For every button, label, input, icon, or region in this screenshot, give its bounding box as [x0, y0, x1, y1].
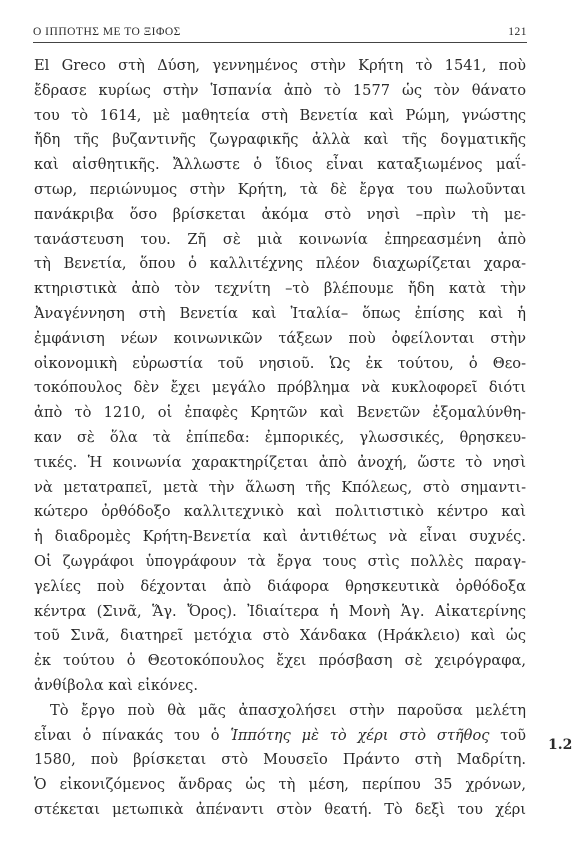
text-line: στέκεται μετωπικὰ ἀπέναντι στὸν θεατή. Τὸ δεξὶ του χέρι: [34, 800, 526, 818]
body-text: [34, 54, 526, 823]
header-rule: [33, 42, 527, 43]
text-line: Ἀναγέννηση στὴ Βενετία καὶ Ἰταλία– ὅπως ἐπίσης καὶ ἡ: [34, 304, 526, 322]
text-line: οἰκονομικὴ εὐρωστία τοῦ νησιοῦ. Ὡς ἐκ τούτου, ὁ Θεο-: [34, 354, 526, 372]
text-line: πανάκριβα ὅσο βρίσκεται ἀκόμα στὸ νησὶ –πρὶν τὴ με-: [34, 205, 526, 223]
text-line: ἐκ τούτου ὁ Θεοτοκόπουλος ἔχει πρόσβαση σὲ χειρόγραφα,: [34, 652, 526, 670]
text-line: τοκόπουλος δὲν ἔχει μεγάλο πρόβλημα νὰ κυκλοφορεῖ διότι: [34, 379, 526, 397]
text-line: ἡ διαδρομὲς Κρήτη-Βενετία καὶ ἀντιθέτως νὰ εἶναι συχνές.: [34, 528, 526, 546]
text-line: καν σὲ ὅλα τὰ ἐπίπεδα: ἐμπορικές, γλωσσικές, θρησκευ-: [34, 428, 526, 446]
text-line: καὶ αἰσθητικῆς. Ἄλλωστε ὁ ἴδιος εἶναι καταξιωμένος μαΐ-: [34, 156, 526, 174]
text-line: ἐμφάνιση νέων κοινωνικῶν τάξεων ποὺ ὀφείλονται στὴν: [34, 329, 526, 347]
text-line: 1580, ποὺ βρίσκεται στὸ Μουσεῖο Πράντο στὴ Μαδρίτη.: [34, 751, 526, 769]
text-line: τανάστευση του. Ζῆ σὲ μιὰ κοινωνία ἐπηρεασμένη ἀπὸ: [34, 230, 526, 248]
text-segment: εἶναι ὁ πίνακάς του ὁ: [34, 726, 231, 744]
text-line: Οἱ ζωγράφοι ὑπογράφουν τὰ ἔργα τους στὶς πολλὲς παραγ-: [34, 552, 526, 570]
text-line: ἔδρασε κυρίως στὴν Ἱσπανία ἀπὸ τὸ 1577 ὡς τὸν θάνατο: [34, 81, 526, 99]
page-number: 121: [508, 26, 527, 38]
text-line: γελίες ποὺ δέχονται ἀπὸ διάφορα θρησκευτικὰ ὀρθόδοξα: [34, 577, 526, 595]
text-segment: τοῦ: [489, 726, 526, 744]
paragraph-2: [34, 699, 526, 823]
text-line: Τὸ ἔργο ποὺ θὰ μᾶς ἀπασχολήσει στὴν παροῦσα μελέτη: [50, 701, 526, 719]
text-line: ἀπὸ τὸ 1210, οἱ ἐπαφὲς Κρητῶν καὶ Βενετῶν ἐξομαλύνθη-: [34, 404, 526, 422]
margin-note: 1.2: [548, 737, 573, 753]
paragraph-1: [34, 54, 526, 699]
text-line: κώτερο ὀρθόδοξο καλλιτεχνικὸ καὶ πολιτιστικὸ κέντρο καὶ: [34, 503, 526, 521]
text-line: Ὁ εἰκονιζόμενος ἄνδρας ὡς τὴ μέση, περίπου 35 χρόνων,: [34, 776, 526, 794]
running-header: [33, 23, 527, 43]
artwork-title: Ἱππότης μὲ τὸ χέρι στὸ στῆθος: [230, 726, 490, 744]
text-line: ἀνθίβολα καὶ εἰκόνες.: [34, 676, 198, 694]
text-line: του τὸ 1614, μὲ μαθητεία στὴ Βενετία καὶ Ρώμη, γνώστης: [34, 106, 526, 124]
text-line: ἤδη τῆς βυζαντινῆς ζωγραφικῆς ἀλλὰ καὶ τῆς δογματικῆς: [34, 131, 526, 149]
text-line: τικές. Ἡ κοινωνία χαρακτηρίζεται ἀπὸ ἀνοχή, ὥστε τὸ νησὶ: [34, 453, 526, 471]
text-line-with-title: [34, 724, 526, 749]
text-line: κτηριστικὰ ἀπὸ τὸν τεχνίτη –τὸ βλέπουμε ἤδη κατὰ τὴν: [34, 280, 526, 298]
text-line: El Greco στὴ Δύση, γεννημένος στὴν Κρήτη τὸ 1541, ποὺ: [34, 57, 526, 74]
text-line: τοῦ Σινᾶ, διατηρεῖ μετόχια στὸ Χάνδακα (Ηράκλειο) καὶ ὡς: [34, 627, 526, 645]
running-title: Ο ΙΠΠΟΤΗΣ ΜΕ ΤΟ ΞΙΦΟΣ: [33, 26, 181, 38]
text-line: τὴ Βενετία, ὅπου ὁ καλλιτέχνης πλέον διαχωρίζεται χαρα-: [34, 255, 526, 273]
text-line: στωρ, περιώνυμος στὴν Κρήτη, τὰ δὲ ἔργα του πωλοῦνται: [34, 180, 526, 198]
text-line: νὰ μετατραπεῖ, μετὰ τὴν ἅλωση τῆς Κπόλεως, στὸ σημαντι-: [34, 478, 526, 496]
text-line: κέντρα (Σινᾶ, Ἅγ. Ὄρος). Ἰδιαίτερα ἡ Μονὴ Ἁγ. Αἰκατερίνης: [34, 602, 526, 620]
